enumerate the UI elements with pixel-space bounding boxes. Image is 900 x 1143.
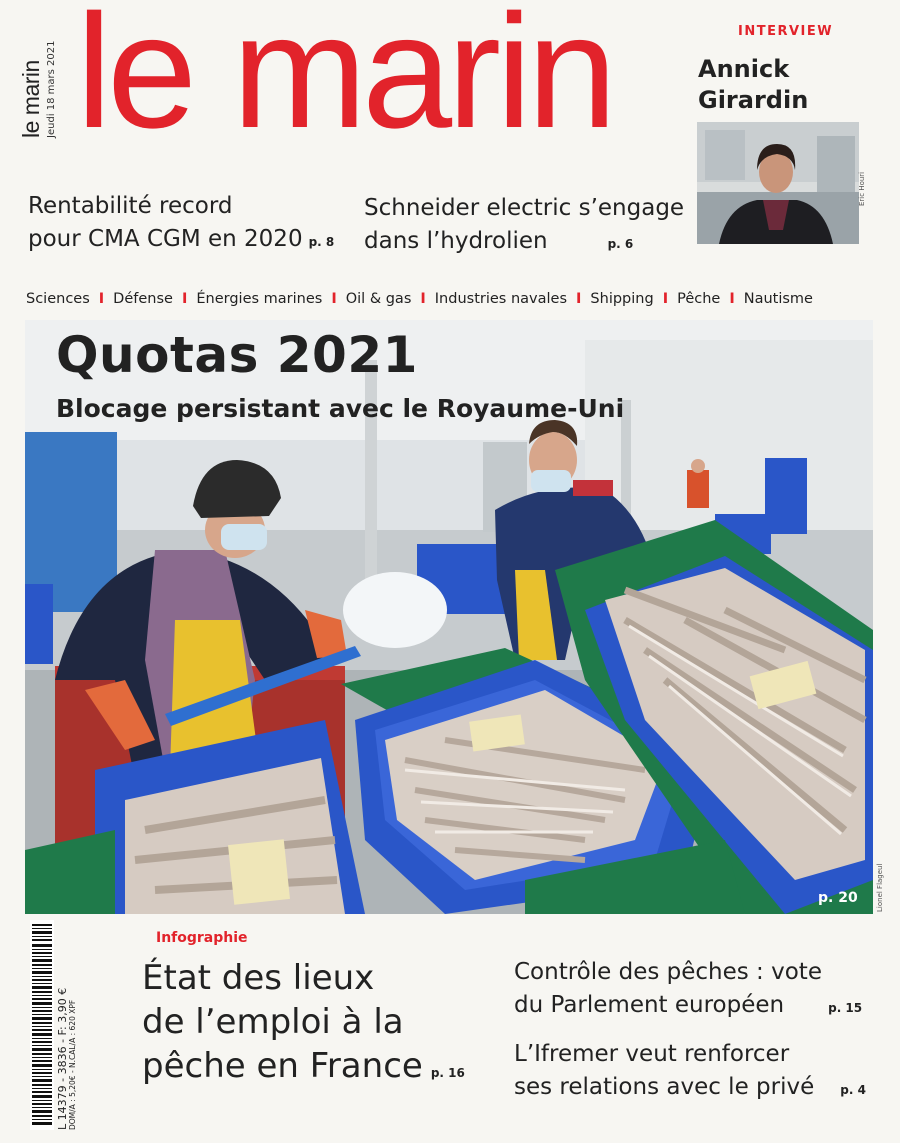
teaser-page: p. 6 <box>607 237 634 251</box>
story-line-text: pêche en France <box>142 1046 423 1086</box>
nav-separator: I <box>420 291 426 307</box>
teaser-line-text: dans l’hydrolien <box>364 228 548 254</box>
nav-item-defense[interactable]: Défense <box>113 291 173 307</box>
story-line: de l’emploi à la <box>142 1002 404 1042</box>
nav-item-industries-navales[interactable]: Industries navales <box>434 291 568 307</box>
teaser-line <box>364 225 684 261</box>
story-line: Contrôle des pêches : vote <box>514 959 822 985</box>
story-ifremer[interactable] <box>514 1038 874 1107</box>
nav-separator: I <box>662 291 669 307</box>
story-line: État des lieux <box>142 958 375 998</box>
nav-separator: I <box>729 291 735 307</box>
section-nav <box>26 288 876 310</box>
barcode <box>30 920 77 1130</box>
interview-name-first: Annick <box>698 55 790 83</box>
barcode-bars <box>30 920 54 1130</box>
nav-item-energies-marines[interactable]: Énergies marines <box>196 291 323 307</box>
story-line: L’Ifremer veut renforcer <box>514 1041 790 1067</box>
nav-separator: I <box>331 291 337 307</box>
main-photo-credit: Lionel Flageul <box>876 863 884 912</box>
teaser-cma-cgm[interactable] <box>28 190 334 259</box>
issue-date: Jeudi 18 mars 2021 <box>46 40 57 138</box>
interview-kicker: INTERVIEW <box>738 24 834 39</box>
nav-item-oil-gas[interactable]: Oil & gas <box>345 291 412 307</box>
interview-name <box>698 54 808 116</box>
story-emploi-peche[interactable] <box>142 956 465 1095</box>
nav-item-peche[interactable]: Pêche <box>677 291 721 307</box>
spine-brand: le marin <box>18 60 44 138</box>
teaser-page: p. 8 <box>308 235 335 249</box>
main-story-page: p. 20 <box>818 890 858 906</box>
nav-separator: I <box>98 291 105 307</box>
story-line-text: du Parlement européen <box>514 992 785 1018</box>
story-page: p. 15 <box>828 1001 863 1015</box>
interview-photo-credit: Eric Houri <box>858 171 866 206</box>
teaser-schneider[interactable] <box>364 192 684 261</box>
teaser-line <box>28 223 334 259</box>
spine <box>18 18 64 138</box>
interview-portrait <box>697 122 859 244</box>
story-controle-peches[interactable] <box>514 956 874 1025</box>
nav-item-shipping[interactable]: Shipping <box>590 291 654 307</box>
infographie-kicker: Infographie <box>156 930 248 946</box>
story-page: p. 4 <box>840 1083 866 1097</box>
story-line-text: ses relations avec le privé <box>514 1074 815 1100</box>
barcode-prices: DOM/A : 5,20€ - N.CAL/A : 620 XPF <box>68 999 77 1130</box>
nav-separator: I <box>576 291 582 307</box>
story-line <box>514 989 874 1025</box>
interview-box[interactable] <box>686 10 871 248</box>
story-page: p. 16 <box>430 1066 465 1080</box>
main-headline[interactable]: Quotas 2021 <box>56 326 418 384</box>
teaser-line-text: pour CMA CGM en 2020 <box>28 226 303 252</box>
nav-item-nautisme[interactable]: Nautisme <box>743 291 813 307</box>
nav-item-sciences[interactable]: Sciences <box>26 291 90 307</box>
story-line <box>142 1044 465 1095</box>
nav-separator: I <box>181 291 188 307</box>
teaser-line: Rentabilité record <box>28 193 233 219</box>
barcode-code: L 14379 - 3836 - F: 3,90 € <box>56 987 69 1130</box>
teaser-line: Schneider electric s’engage <box>364 195 685 221</box>
story-line <box>514 1071 874 1107</box>
interview-name-last: Girardin <box>698 86 809 114</box>
main-subhead: Blocage persistant avec le Royaume-Uni <box>56 394 625 423</box>
masthead-logo: le marin <box>76 0 613 162</box>
